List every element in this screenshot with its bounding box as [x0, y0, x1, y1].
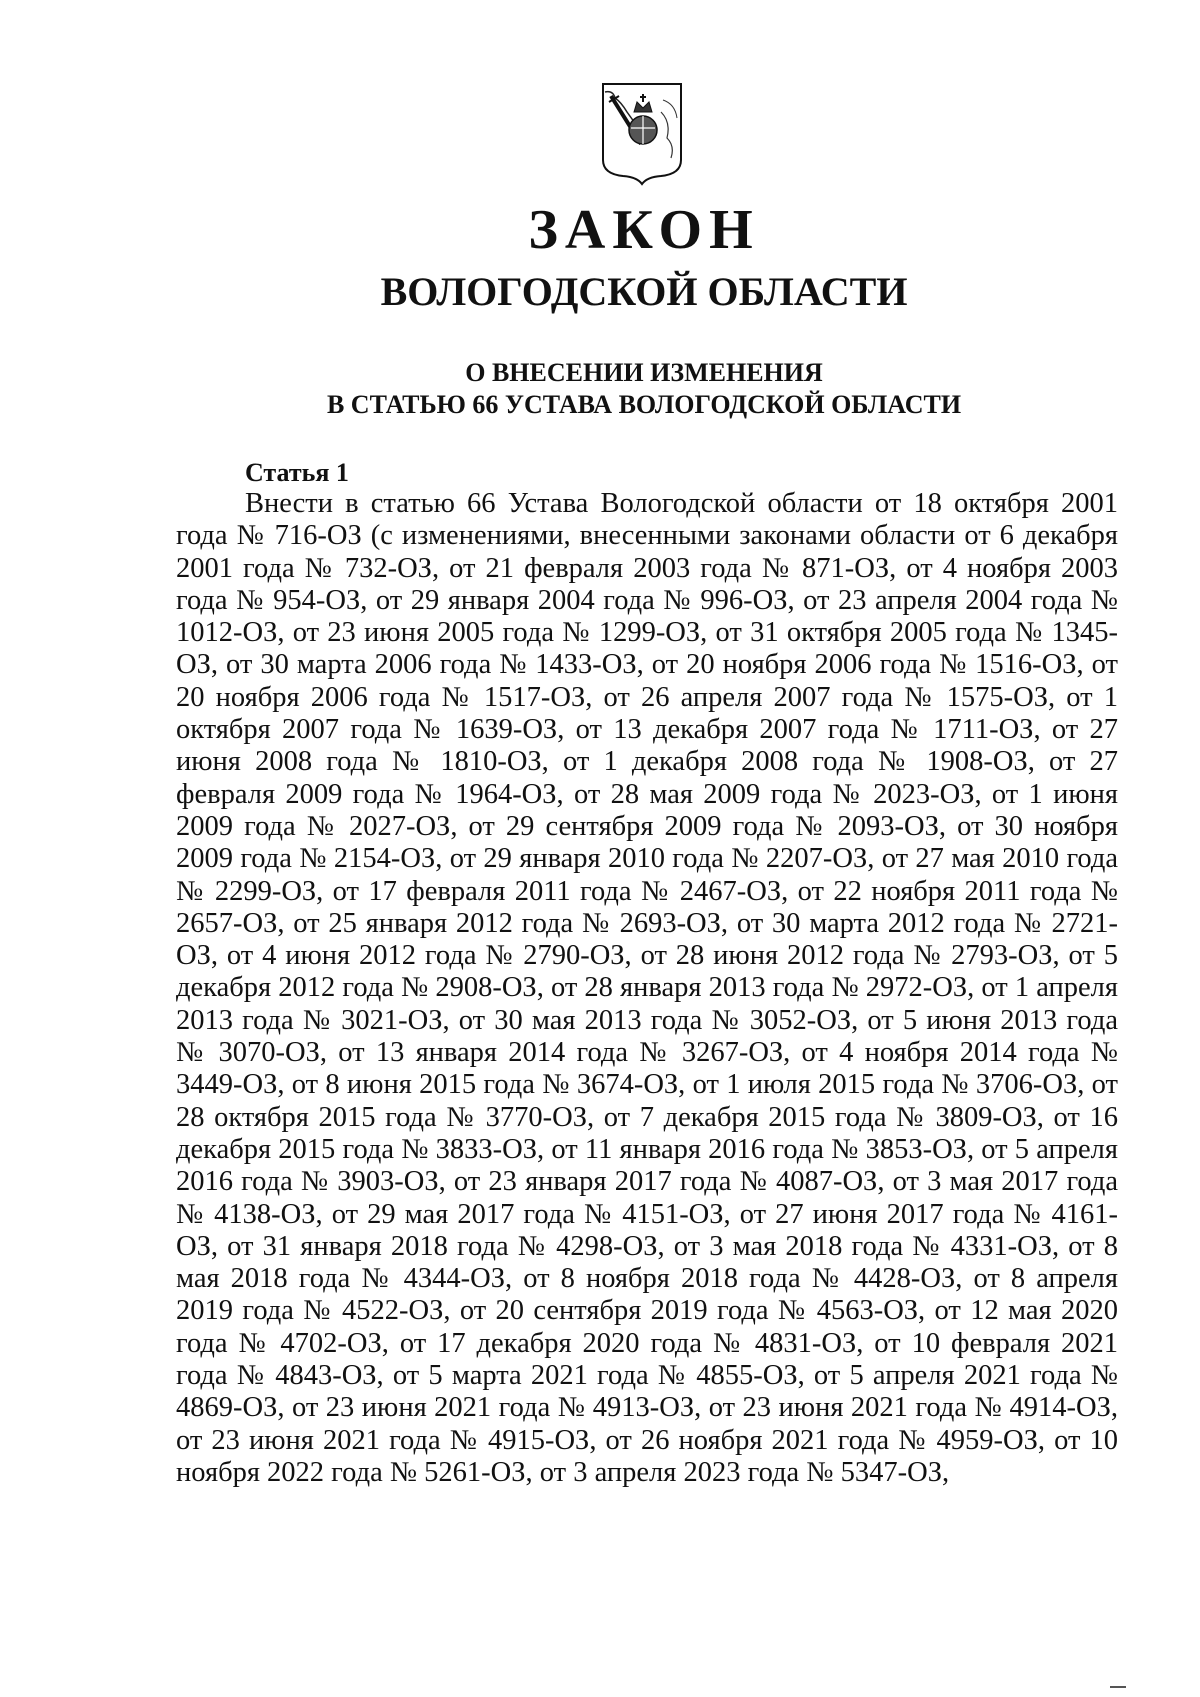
scan-mark [1110, 1686, 1126, 1688]
law-heading-line-2: В СТАТЬЮ 66 УСТАВА ВОЛОГОДСКОЙ ОБЛАСТИ [326, 390, 962, 419]
law-title: ЗАКОН [528, 199, 760, 261]
law-heading-line-1: О ВНЕСЕНИИ ИЗМЕНЕНИЯ [465, 358, 823, 387]
coat-of-arms-emblem [601, 82, 683, 186]
coat-of-arms-icon [601, 82, 683, 186]
article-title: Статья 1 [245, 458, 349, 487]
article-body-text: Внести в статью 66 Устава Вологодской области от 18 октября 2001 года № 716-ОЗ (с изменениями, внесенными законами области от 6 декабря 2001 года № 732-ОЗ, от 21 февраля 2003 года № 871-ОЗ, от 4 ноября 2003 года № 954-ОЗ, от 29 января 2004 года № 996-ОЗ, от 23 апреля 2004 года № 1012-ОЗ, от 23 июня 2005 года № 1299-ОЗ, от 31 октября 2005 года № 1345-ОЗ, от 30 марта 2006 года № 1433-ОЗ, от 20 ноября 2006 года № 1516-ОЗ, от 20 ноября 2006 года № 1517-ОЗ, от 26 апреля 2007 года № 1575-ОЗ, от 1 октября 2007 года № 1639-ОЗ, от 13 декабря 2007 года № 1711-ОЗ, от 27 июня 2008 года № 1810-ОЗ, от 1 декабря 2008 года № 1908-ОЗ, от 27 февраля 2009 года № 1964-ОЗ, от 28 мая 2009 года № 2023-ОЗ, от 1 июня 2009 года № 2027-ОЗ, от 29 сентября 2009 года № 2093-ОЗ, от 30 ноября 2009 года № 2154-ОЗ, от 29 января 2010 года № 2207-ОЗ, от 27 мая 2010 года № 2299-ОЗ, от 17 февраля 2011 года № 2467-ОЗ, от 22 ноября 2011 года № 2657-ОЗ, от 25 января 2012 года № 2693-ОЗ, от 30 марта 2012 года № 2721-ОЗ, от 4 июня 2012 года № 2790-ОЗ, от 28 июня 2012 года № 2793-ОЗ, от 5 декабря 2012 года № 2908-ОЗ, от 28 января 2013 года № 2972-ОЗ, от 1 апреля 2013 года № 3021-ОЗ, от 30 мая 2013 года № 3052-ОЗ, от 5 июня 2013 года № 3070-ОЗ, от 13 января 2014 года № 3267-ОЗ, от 4 ноября 2014 года № 3449-ОЗ, от 8 июня 2015 года № 3674-ОЗ, от 1 июля 2015 года № 3706-ОЗ, от 28 октября 2015 года № 3770-ОЗ, от 7 декабря 2015 года № 3809-ОЗ, от 16 декабря 2015 года № 3833-ОЗ, от 11 января 2016 года № 3853-ОЗ, от 5 апреля 2016 года № 3903-ОЗ, от 23 января 2017 года № 4087-ОЗ, от 3 мая 2017 года № 4138-ОЗ, от 29 мая 2017 года № 4151-ОЗ, от 27 июня 2017 года № 4161-ОЗ, от 31 января 2018 года № 4298-ОЗ, от 3 мая 2018 года № 4331-ОЗ, от 8 мая 2018 года № 4344-ОЗ, от 8 ноября 2018 года № 4428-ОЗ, от 8 апреля 2019 года № 4522-ОЗ, от 20 сентября 2019 года № 4563-ОЗ, от 12 мая 2020 года № 4702-ОЗ, от 17 декабря 2020 года № 4831-ОЗ, от 10 февраля 2021 года № 4843-ОЗ, от 5 марта 2021 года № 4855-ОЗ, от 5 апреля 2021 года № 4869-ОЗ, от 23 июня 2021 года № 4913-ОЗ, от 23 июня 2021 года № 4914-ОЗ, от 23 июня 2021 года № 4915-ОЗ, от 26 ноября 2021 года № 4959-ОЗ, от 10 ноября 2022 года № 5261-ОЗ, от 3 апреля 2023 года № 5347-ОЗ, [176, 488, 1118, 1488]
law-heading [0, 357, 1200, 421]
law-region-title: ВОЛОГОДСКОЙ ОБЛАСТИ [380, 269, 908, 314]
